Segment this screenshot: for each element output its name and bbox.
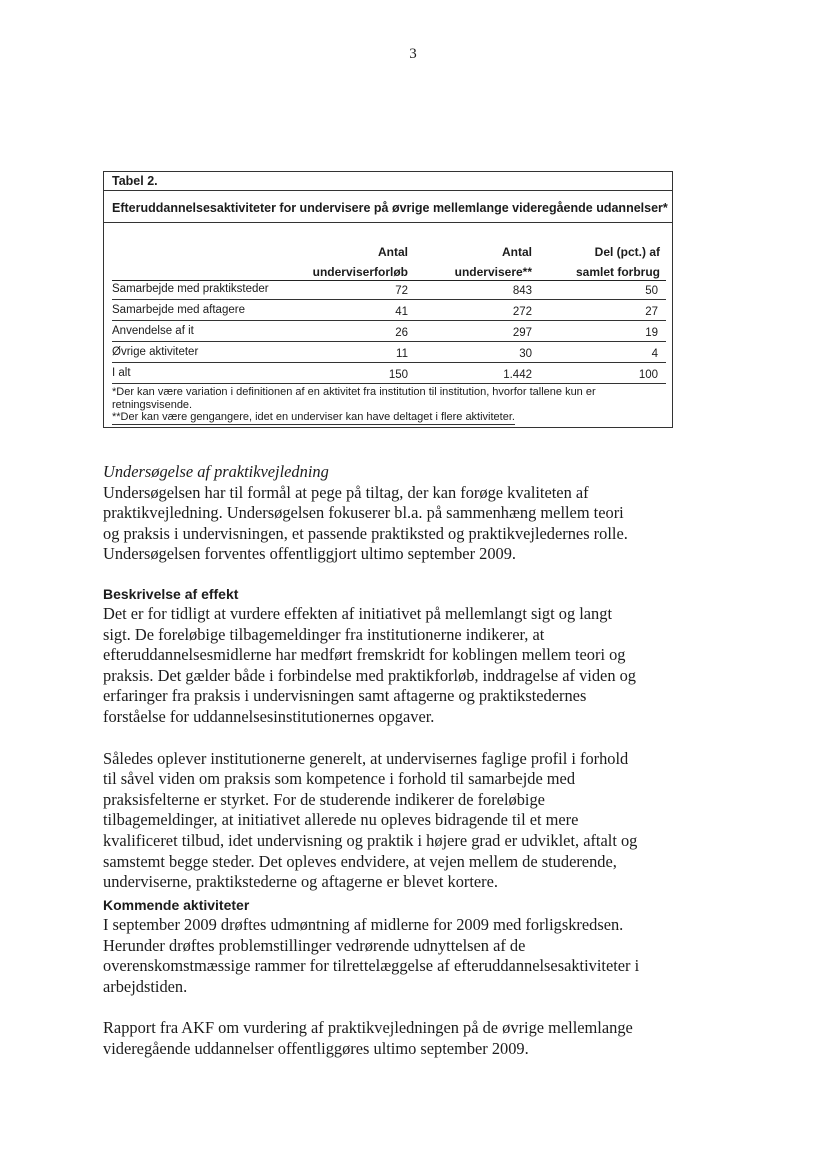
table-note-2: **Der kan være gengangere, idet en underviser kan have deltaget i flere aktiviteter.	[112, 411, 515, 423]
section-heading: Kommende aktiviteter	[103, 897, 250, 913]
table-row-total	[112, 365, 666, 384]
cell-undervisere: 30	[519, 348, 532, 360]
page-number: 3	[409, 46, 417, 62]
column-header-underviserforloeb: Antal underviserforløb	[312, 245, 408, 279]
paragraph: Rapport fra AKF om vurdering af praktikvejledningen på de øvrige mellemlange videregående uddannelser offentliggøres ultimo september 2009.	[103, 1018, 633, 1058]
cell-underviserforloeb: 26	[395, 327, 408, 339]
section-kommende-aktiviteter	[103, 895, 643, 1060]
cell-undervisere: 297	[512, 327, 532, 339]
column-header-del-pct: Del (pct.) af samlet forbrug	[575, 245, 660, 279]
table-title-divider	[104, 222, 672, 223]
table-label-divider	[104, 190, 672, 191]
paragraph: Det er for tidligt at vurdere effekten af initiativet på mellemlangt sigt og langt sigt. De foreløbige tilbagemeldinger fra institutionerne indikerer, at efteruddannelsesmidlerne har medført fremskridt for koblingen mellem teori og praksis. Det gælder både i forbindelse med praktikforløb, inddragelse af viden og erfaringer fra praksis i undervisningen samt aftagerne og praktikstedernes forståelse for uddannelsesinstitutionernes opgaver.	[103, 604, 636, 726]
table-row	[112, 302, 666, 321]
cell-underviserforloeb: 72	[395, 285, 408, 297]
table-row	[112, 344, 666, 363]
paragraph: Undersøgelsen har til formål at pege på tiltag, der kan forøge kvaliteten af praktikvejledning. Undersøgelsen fokuserer bl.a. på sammenhæng mellem teori og praksis i undervisningen, et passende praktiksted og praktikvejledernes rolle. Undersøgelsen forventes offentliggjort ultimo september 2009.	[103, 482, 628, 564]
row-label: I alt	[112, 367, 131, 379]
cell-del-pct: 50	[645, 285, 658, 297]
table-row	[112, 281, 666, 300]
table-2	[103, 171, 673, 428]
table-row	[112, 323, 666, 342]
row-label: Anvendelse af it	[112, 325, 194, 337]
section-heading: Beskrivelse af effekt	[103, 586, 239, 602]
cell-underviserforloeb: 150	[388, 369, 408, 381]
paragraph: Således oplever institutionerne generelt, at undervisernes faglige profil i forhold til såvel viden om praksis som kompetence i forhold til samarbejde med praksisfelterne er styrket. For de studerende indikerer de foreløbige tilbagemeldinger, at initiativet allerede nu opleves bidragende til et mere kvalificeret tilbud, idet undervisning og praktik i højere grad er udviklet, aftalt og samstemt begge steder. Det opleves endvidere, at vejen mellem de studerende, underviserne, praktikstederne og aftagerne er blevet kortere.	[103, 748, 638, 892]
section-undersoegelse	[103, 462, 643, 565]
row-label: Samarbejde med aftagere	[112, 304, 245, 316]
column-header-undervisere: Antal undervisere**	[454, 245, 532, 279]
cell-del-pct: 4	[651, 348, 658, 360]
cell-undervisere: 272	[512, 306, 532, 318]
paragraph: I september 2009 drøftes udmøntning af midlerne for 2009 med forligskredsen. Herunder drøftes problemstillinger vedrørende udnyttelsen af de overenskomstmæssige rammer for tilrettelæggelse af efteruddannelsesaktiviteter i arbejdstiden.	[103, 915, 640, 996]
table-notes	[112, 386, 664, 425]
row-label: Øvrige aktiviteter	[112, 346, 199, 358]
row-label: Samarbejde med praktiksteder	[112, 283, 269, 295]
cell-underviserforloeb: 11	[396, 348, 408, 360]
cell-del-pct: 100	[638, 369, 658, 381]
section-beskrivelse-af-effekt	[103, 584, 643, 893]
cell-undervisere: 1.442	[503, 369, 532, 381]
cell-del-pct: 19	[645, 327, 658, 339]
cell-underviserforloeb: 41	[395, 306, 408, 318]
table-label: Tabel 2.	[112, 174, 158, 188]
table-title: Efteruddannelsesaktiviteter for undervisere på øvrige mellemlange videregående udannelser*	[112, 201, 668, 215]
table-note-1: *Der kan være variation i definitionen af en aktivitet fra institution til institution, hvorfor tallene kun er retningsvisende.	[112, 386, 596, 411]
section-heading: Undersøgelse af praktikvejledning	[103, 462, 329, 481]
cell-undervisere: 843	[512, 285, 532, 297]
cell-del-pct: 27	[645, 306, 658, 318]
